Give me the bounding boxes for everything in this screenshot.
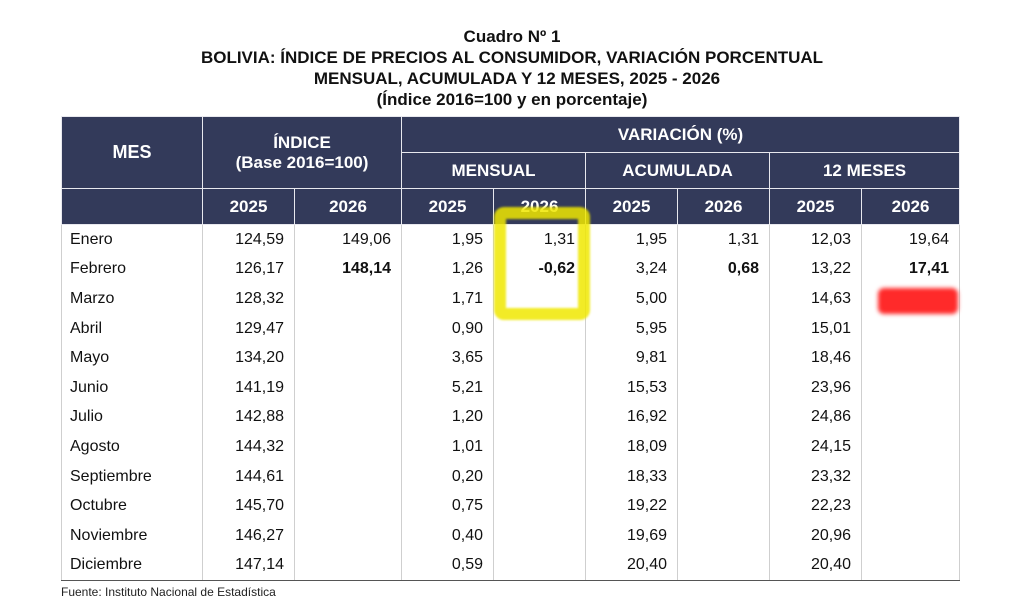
value-cell — [295, 314, 402, 344]
month-cell: Noviembre — [62, 521, 203, 551]
value-cell — [295, 551, 402, 581]
header-indice — [203, 117, 402, 189]
value-cell: 129,47 — [203, 314, 295, 344]
value-cell: 17,41 — [862, 255, 960, 285]
value-cell: 0,20 — [402, 462, 494, 492]
value-cell — [678, 432, 770, 462]
value-cell — [862, 314, 960, 344]
month-cell: Diciembre — [62, 551, 203, 581]
value-cell — [678, 521, 770, 551]
value-cell — [494, 521, 586, 551]
value-cell — [494, 373, 586, 403]
value-cell: 142,88 — [203, 403, 295, 433]
value-cell — [862, 462, 960, 492]
month-cell: Mayo — [62, 343, 203, 373]
value-cell — [295, 373, 402, 403]
value-cell: 148,14 — [295, 255, 402, 285]
value-cell — [494, 551, 586, 581]
title-line-4: (Índice 2016=100 y en porcentaje) — [376, 90, 648, 109]
value-cell: 15,01 — [770, 314, 862, 344]
value-cell — [678, 314, 770, 344]
value-cell: 18,33 — [586, 462, 678, 492]
header-year: 2026 — [295, 189, 402, 225]
header-year: 2025 — [402, 189, 494, 225]
value-cell: 5,95 — [586, 314, 678, 344]
value-cell — [862, 491, 960, 521]
header-mes: MES — [62, 117, 203, 189]
header-year: 2025 — [770, 189, 862, 225]
header-year: 2026 — [862, 189, 960, 225]
source-note: Fuente: Instituto Nacional de Estadística — [61, 585, 276, 599]
header-year: 2025 — [203, 189, 295, 225]
value-cell: 20,96 — [770, 521, 862, 551]
value-cell — [678, 462, 770, 492]
table-row — [62, 462, 960, 492]
value-cell: 144,61 — [203, 462, 295, 492]
value-cell — [862, 551, 960, 581]
header-variacion: VARIACIÓN (%) — [402, 117, 960, 153]
value-cell: 22,23 — [770, 491, 862, 521]
value-cell — [295, 343, 402, 373]
value-cell: 134,20 — [203, 343, 295, 373]
value-cell: 1,26 — [402, 255, 494, 285]
table-row — [62, 343, 960, 373]
cpi-table-container — [61, 116, 959, 581]
value-cell: 9,81 — [586, 343, 678, 373]
month-cell: Septiembre — [62, 462, 203, 492]
value-cell — [494, 343, 586, 373]
header-year: 2025 — [586, 189, 678, 225]
table-row — [62, 551, 960, 581]
table-row — [62, 403, 960, 433]
value-cell — [862, 521, 960, 551]
value-cell — [494, 462, 586, 492]
month-cell: Enero — [62, 225, 203, 255]
title-line-1: Cuadro Nº 1 — [463, 27, 561, 46]
value-cell — [494, 491, 586, 521]
value-cell — [678, 373, 770, 403]
value-cell: 5,21 — [402, 373, 494, 403]
value-cell: 15,53 — [586, 373, 678, 403]
value-cell: 1,95 — [586, 225, 678, 255]
value-cell — [862, 403, 960, 433]
value-cell: 146,27 — [203, 521, 295, 551]
value-cell: 124,59 — [203, 225, 295, 255]
value-cell: 3,65 — [402, 343, 494, 373]
month-cell: Julio — [62, 403, 203, 433]
value-cell: 0,90 — [402, 314, 494, 344]
value-cell — [295, 521, 402, 551]
value-cell: 0,75 — [402, 491, 494, 521]
value-cell: 1,01 — [402, 432, 494, 462]
value-cell: 20,40 — [586, 551, 678, 581]
header-acumulada: ACUMULADA — [586, 153, 770, 189]
header-indice-subtitle: (Base 2016=100) — [235, 152, 369, 172]
table-title — [0, 26, 1024, 110]
cpi-table — [61, 116, 960, 581]
value-cell — [862, 343, 960, 373]
value-cell: 1,31 — [678, 225, 770, 255]
table-row — [62, 373, 960, 403]
value-cell — [678, 491, 770, 521]
value-cell — [494, 403, 586, 433]
title-line-3: MENSUAL, ACUMULADA Y 12 MESES, 2025 - 2026 — [313, 69, 721, 88]
value-cell: 126,17 — [203, 255, 295, 285]
value-cell — [295, 491, 402, 521]
header-mensual: MENSUAL — [402, 153, 586, 189]
value-cell: 145,70 — [203, 491, 295, 521]
value-cell: 19,22 — [586, 491, 678, 521]
value-cell: 128,32 — [203, 284, 295, 314]
value-cell: 18,09 — [586, 432, 678, 462]
month-cell: Marzo — [62, 284, 203, 314]
header-year: 2026 — [678, 189, 770, 225]
value-cell: -0,62 — [494, 255, 586, 285]
value-cell: 1,95 — [402, 225, 494, 255]
header-12-meses: 12 MESES — [770, 153, 960, 189]
header-year: 2026 — [494, 189, 586, 225]
value-cell: 147,14 — [203, 551, 295, 581]
value-cell: 1,31 — [494, 225, 586, 255]
value-cell — [678, 284, 770, 314]
value-cell — [295, 284, 402, 314]
month-cell: Octubre — [62, 491, 203, 521]
value-cell: 149,06 — [295, 225, 402, 255]
month-cell: Junio — [62, 373, 203, 403]
value-cell: 5,00 — [586, 284, 678, 314]
title-line-2: BOLIVIA: ÍNDICE DE PRECIOS AL CONSUMIDOR, VARIACIÓN PORCENTUAL — [200, 48, 824, 67]
value-cell: 144,32 — [203, 432, 295, 462]
value-cell: 23,32 — [770, 462, 862, 492]
value-cell: 0,59 — [402, 551, 494, 581]
value-cell: 20,40 — [770, 551, 862, 581]
header-blank — [62, 189, 203, 225]
value-cell: 24,15 — [770, 432, 862, 462]
value-cell — [295, 432, 402, 462]
value-cell — [678, 343, 770, 373]
table-row — [62, 432, 960, 462]
header-indice-title: ÍNDICE — [273, 132, 331, 152]
value-cell — [678, 551, 770, 581]
value-cell: 14,63 — [770, 284, 862, 314]
value-cell: 3,24 — [586, 255, 678, 285]
value-cell: 19,64 — [862, 225, 960, 255]
table-row — [62, 491, 960, 521]
value-cell: 23,96 — [770, 373, 862, 403]
value-cell: 16,92 — [586, 403, 678, 433]
month-cell: Agosto — [62, 432, 203, 462]
value-cell: 19,69 — [586, 521, 678, 551]
month-cell: Febrero — [62, 255, 203, 285]
value-cell: 12,03 — [770, 225, 862, 255]
value-cell: 18,46 — [770, 343, 862, 373]
value-cell — [862, 432, 960, 462]
value-cell: 0,40 — [402, 521, 494, 551]
month-cell: Abril — [62, 314, 203, 344]
value-cell: 1,71 — [402, 284, 494, 314]
value-cell: 24,86 — [770, 403, 862, 433]
value-cell — [295, 462, 402, 492]
value-cell: 1,20 — [402, 403, 494, 433]
value-cell: 0,68 — [678, 255, 770, 285]
value-cell — [862, 373, 960, 403]
red-highlight-mark — [878, 288, 958, 314]
value-cell: 13,22 — [770, 255, 862, 285]
yellow-highlight-mark — [494, 207, 590, 320]
value-cell: 141,19 — [203, 373, 295, 403]
value-cell — [678, 403, 770, 433]
value-cell — [295, 403, 402, 433]
value-cell — [494, 432, 586, 462]
table-row — [62, 521, 960, 551]
